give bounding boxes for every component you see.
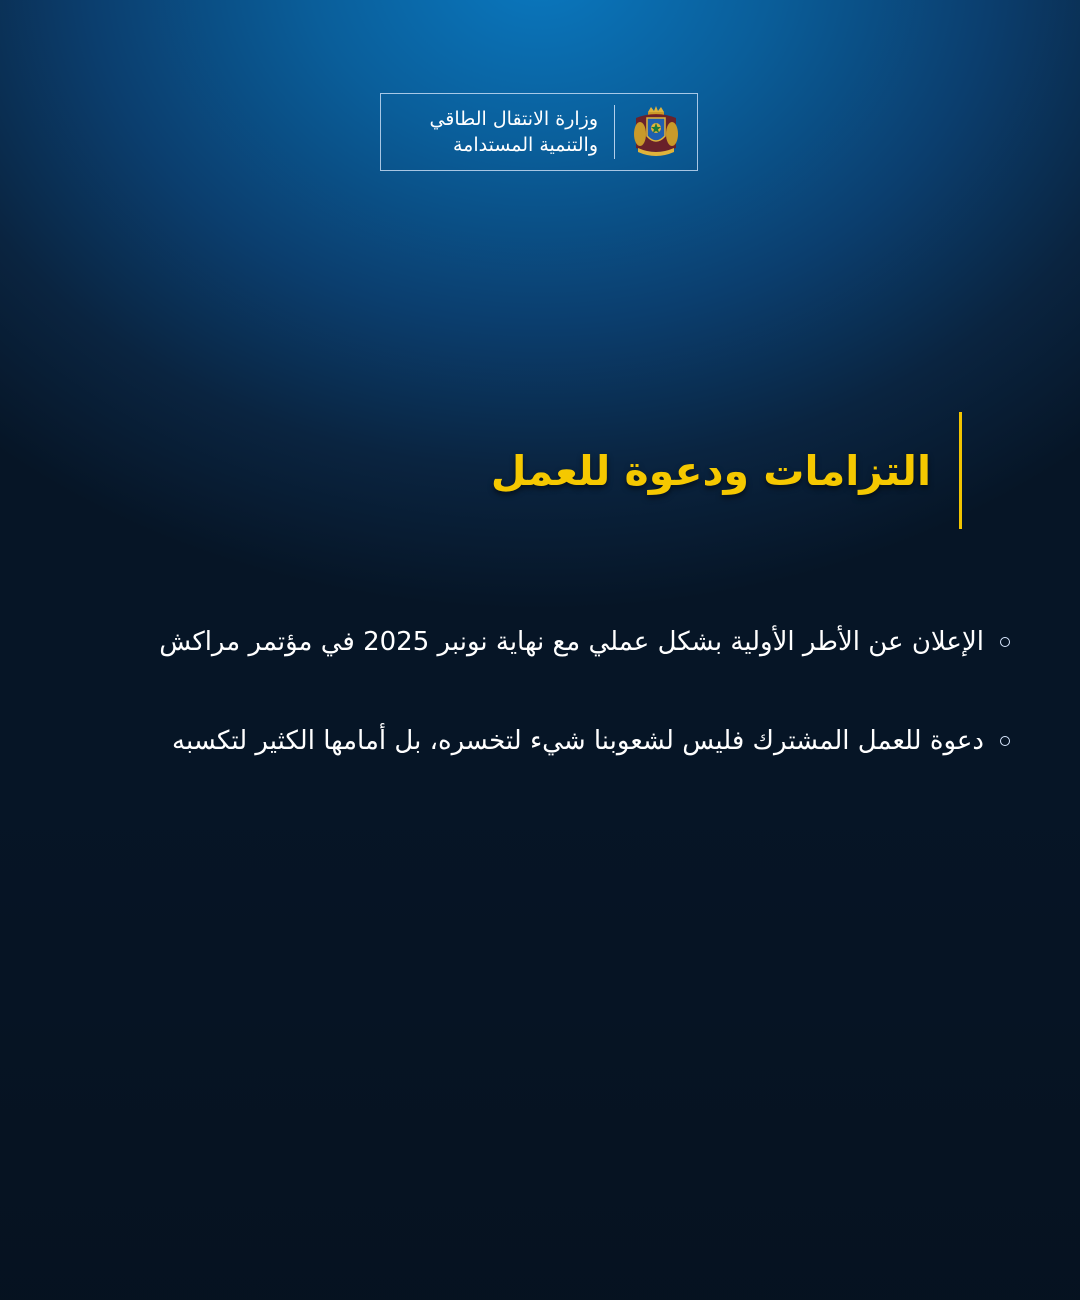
bullet-circle-icon <box>1000 736 1010 746</box>
logo-divider <box>614 105 615 159</box>
royal-coat-of-arms-icon <box>615 94 697 170</box>
list-item <box>80 616 1010 668</box>
list-item <box>80 715 1010 767</box>
bullet-text: الإعلان عن الأطر الأولية بشكل عملي مع نهاية نونبر 2025 في مؤتمر مراكش <box>159 627 984 657</box>
bullet-circle-icon <box>1000 637 1010 647</box>
ministry-name <box>381 106 614 158</box>
section-title: التزامات ودعوة للعمل <box>490 446 931 495</box>
ministry-name-line1: وزارة الانتقال الطاقي <box>429 108 598 130</box>
bullet-text: دعوة للعمل المشترك فليس لشعوبنا شيء لتخسره، بل أمامها الكثير لتكسبه <box>172 726 984 756</box>
title-accent-bar <box>959 412 962 529</box>
ministry-name-line2: والتنمية المستدامة <box>452 134 598 156</box>
bullet-list <box>80 616 1010 814</box>
section-header <box>491 412 962 529</box>
ministry-logo <box>380 93 698 171</box>
